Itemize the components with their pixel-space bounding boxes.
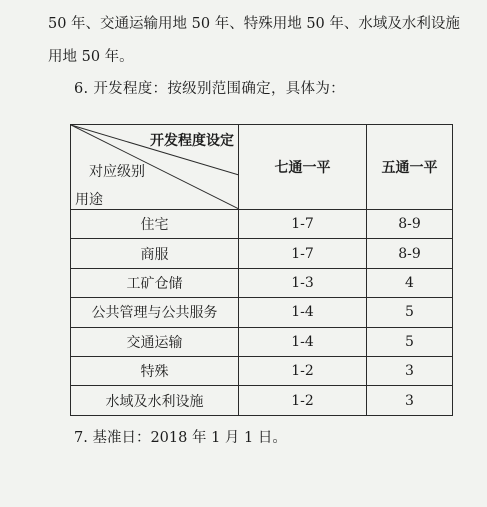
five-cell: 5 (367, 327, 453, 356)
paragraph-line-1: 50 年、交通运输用地 50 年、特殊用地 50 年、水域及水利设施 (48, 16, 460, 32)
item-7-base-date: 7. 基准日：2018 年 1 月 1 日。 (74, 430, 287, 446)
table-row (71, 210, 453, 239)
use-cell: 住宅 (71, 210, 239, 239)
seven-cell: 1-4 (239, 327, 367, 356)
use-cell: 公共管理与公共服务 (71, 298, 239, 327)
table-row (71, 268, 453, 297)
table-row (71, 239, 453, 268)
seven-cell: 1-3 (239, 268, 367, 297)
table-row (71, 386, 453, 415)
column-header-five: 五通一平 (367, 125, 453, 210)
seven-cell: 1-7 (239, 210, 367, 239)
diagonal-header-cell (71, 125, 239, 210)
use-cell: 交通运输 (71, 327, 239, 356)
five-cell: 8-9 (367, 239, 453, 268)
paragraph-line-2: 用地 50 年。 (48, 49, 134, 65)
column-header-seven: 七通一平 (239, 125, 367, 210)
five-cell: 5 (367, 298, 453, 327)
seven-cell: 1-7 (239, 239, 367, 268)
seven-cell: 1-2 (239, 356, 367, 385)
five-cell: 8-9 (367, 210, 453, 239)
use-cell: 工矿仓储 (71, 268, 239, 297)
five-cell: 4 (367, 268, 453, 297)
header-level-label: 对应级别 (89, 164, 145, 180)
table-header-row (71, 125, 453, 210)
header-use-label: 用途 (75, 192, 103, 208)
five-cell: 3 (367, 386, 453, 415)
use-cell: 特殊 (71, 356, 239, 385)
use-cell: 商服 (71, 239, 239, 268)
item-6-heading: 6. 开发程度：按级别范围确定，具体为： (74, 81, 345, 97)
table-row (71, 298, 453, 327)
use-cell: 水域及水利设施 (71, 386, 239, 415)
seven-cell: 1-4 (239, 298, 367, 327)
seven-cell: 1-2 (239, 386, 367, 415)
development-degree-table (70, 124, 453, 416)
header-dev-degree-label: 开发程度设定 (150, 133, 234, 149)
table-row (71, 356, 453, 385)
five-cell: 3 (367, 356, 453, 385)
table-row (71, 327, 453, 356)
